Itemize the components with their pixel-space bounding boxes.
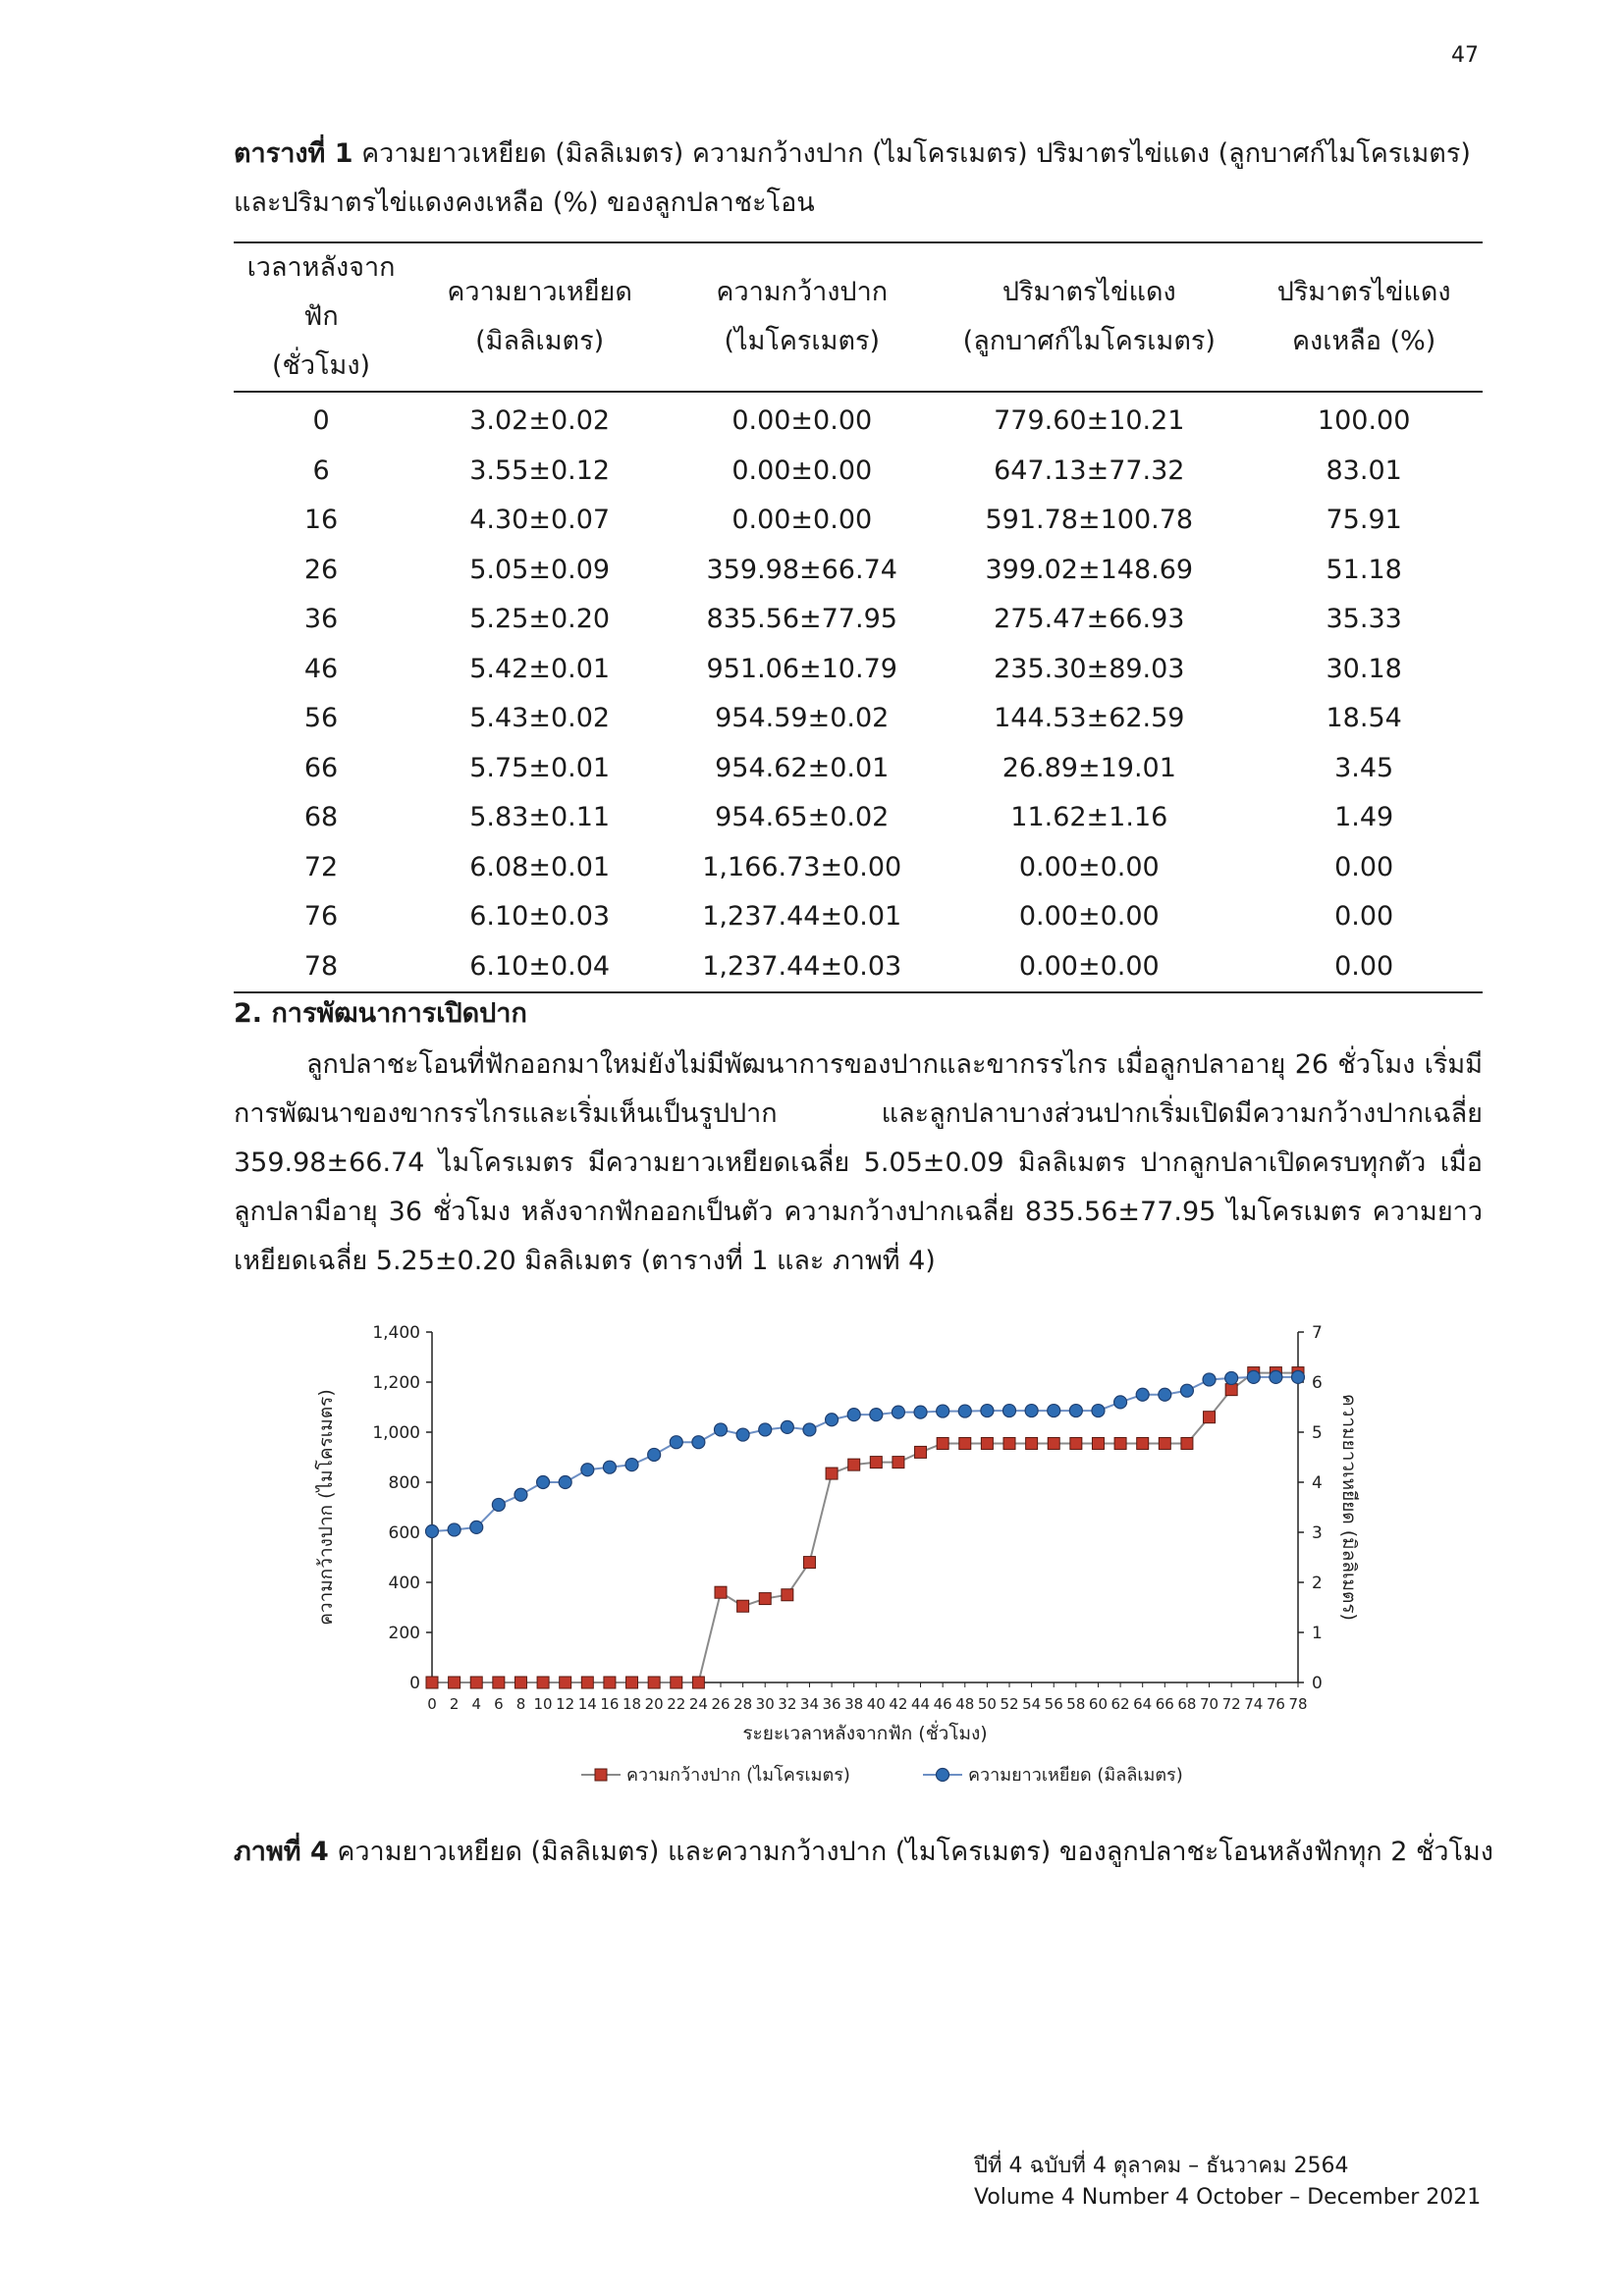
y-tick-label-left: 400 [388,1574,420,1593]
data-point-length [625,1459,638,1471]
table-row [234,843,1483,893]
data-point-mouth-width [782,1589,793,1601]
y-tick-label-right: 1 [1312,1624,1323,1643]
table-row [234,793,1483,843]
y-tick-label-right: 6 [1312,1373,1323,1393]
data-point-length [514,1488,527,1501]
footer-issue-thai: ปีที่ 4 ฉบับที่ 4 ตุลาคม – ธันวาคม 2564 [974,2154,1349,2178]
x-tick-label: 46 [933,1695,952,1713]
table-cell: 35.33 [1326,604,1402,634]
table-cell: 6.10±0.04 [469,950,611,982]
data-point-mouth-width [826,1468,838,1479]
data-point-mouth-width [915,1446,927,1458]
x-tick-label: 60 [1088,1695,1109,1713]
data-point-length [1270,1370,1282,1383]
y-tick-label-right: 7 [1312,1323,1323,1343]
table-cell: 951.06±10.79 [706,653,897,684]
table-cell: 5.05±0.09 [469,554,611,585]
x-tick-label: 44 [910,1695,931,1713]
table-header-cell: ความยาวเหยียด (มิลลิเมตร) [447,277,632,356]
x-tick-label: 30 [755,1695,775,1713]
table-cell: 0.00±0.00 [731,505,873,535]
figure-caption-label: ภาพที่ 4 [234,1837,329,1867]
table-caption-text: ความยาวเหยียด (มิลลิเมตร) ความกว้างปาก (ไมโครเมตร) ปริมาตรไข่แดง (ลูกบาศก์ไมโครเมตร) และปริมาตรไข่แดงคงเหลือ (%) ของลูกปลาชะโอน [234,138,1471,218]
table-cell: 6.10±0.03 [469,901,611,932]
x-tick-label: 74 [1244,1695,1264,1713]
x-tick-label: 34 [799,1695,820,1713]
figure-caption [234,1830,1510,1872]
legend-label: ความกว้างปาก (ไมโครเมตร) [626,1765,850,1786]
x-tick-label: 12 [556,1695,575,1713]
x-tick-label: 54 [1022,1695,1042,1713]
table-cell: 5.75±0.01 [469,752,611,783]
table-cell: 5.43±0.02 [469,703,611,733]
data-point-mouth-width [1026,1437,1038,1449]
data-point-length [559,1476,571,1489]
data-point-length [1069,1405,1082,1417]
data-point-mouth-width [537,1677,549,1688]
data-point-length [1247,1370,1260,1383]
x-tick-label: 38 [844,1695,864,1713]
data-point-length [981,1405,994,1417]
data-point-mouth-width [1003,1437,1015,1449]
x-tick-label: 68 [1177,1695,1197,1713]
data-point-mouth-width [1092,1437,1104,1449]
data-point-mouth-width [449,1677,460,1688]
data-point-length [847,1409,860,1421]
data-point-mouth-width [715,1586,727,1598]
x-tick-label: 70 [1199,1695,1219,1713]
table-cell: 100.00 [1317,405,1411,436]
section-heading: 2. การพัฒนาการเปิดปาก [234,998,527,1029]
table-cell: 66 [303,752,339,783]
table-cell: 835.56±77.95 [706,604,897,634]
table-header-cell: ปริมาตรไข่แดง คงเหลือ (%) [1276,277,1451,356]
table-cell: 1.49 [1334,802,1394,832]
data-point-mouth-width [671,1677,682,1688]
data-point-mouth-width [1114,1437,1126,1449]
table-cell: 18.54 [1326,703,1402,733]
series-line-1 [432,1373,1298,1682]
table-cell: 6 [312,454,330,486]
y-tick-label-left: 1,400 [372,1323,420,1343]
x-tick-label: 4 [471,1695,482,1713]
data-point-length [426,1524,439,1537]
x-tick-label: 26 [711,1695,731,1713]
data-point-mouth-width [626,1677,638,1688]
table-cell: 235.30±89.03 [994,653,1185,684]
table-row [234,392,1483,447]
table-cell: 954.59±0.02 [715,703,890,733]
y-axis-title-right: ความยาวเหยียด (มิลลิเมตร) [1338,1394,1360,1621]
x-tick-label: 22 [667,1695,686,1713]
table-cell: 76 [303,901,339,932]
table-cell: 75.91 [1326,505,1402,535]
data-point-length [1092,1405,1105,1417]
x-tick-label: 32 [778,1695,797,1713]
data-point-mouth-width [514,1677,526,1688]
x-tick-label: 14 [577,1695,597,1713]
table-cell: 83.01 [1326,454,1402,486]
y-tick-label-left: 1,200 [372,1373,420,1393]
body-paragraph: ลูกปลาชะโอนที่ฟักออกมาใหม่ยังไม่มีพัฒนาการของปากและขากรรไกร เมื่อลูกปลาอายุ 26 ชั่วโมง เริ่มมีการพัฒนาของขากรรไกรและเริ่มเห็นเป็นรูปปาก และลูกปลาบางส่วนปากเริ่มเปิดมีความกว้างปากเฉลี่ย 359.98±66.74 ไมโครเมตร มีความยาวเหยียดเฉลี่ย 5.05±0.09 มิลลิเมตร ปากลูกปลาเปิดครบทุกตัว เมื่อลูกปลามีอายุ 36 ชั่วโมง หลังจากฟักออกเป็นตัว ความกว้างปากเฉลี่ย 835.56±77.95 ไมโครเมตร ความยาวเหยียดเฉลี่ย 5.25±0.20 มิลลิเมตร (ตารางที่ 1 และ ภาพที่ 4) [234,1049,1483,1276]
data-point-mouth-width [1137,1437,1149,1449]
table-header-cell: ความกว้างปาก (ไมโครเมตร) [716,277,889,356]
x-tick-label: 16 [600,1695,620,1713]
table-body [234,392,1483,992]
x-tick-label: 66 [1155,1695,1174,1713]
table-row [234,595,1483,645]
table-header-row [234,242,1483,392]
table-cell: 275.47±66.93 [994,604,1185,634]
table-cell: 779.60±10.21 [994,405,1185,436]
data-point-mouth-width [604,1677,616,1688]
data-point-length [1203,1373,1216,1386]
table-cell: 68 [303,802,339,832]
x-tick-label: 18 [622,1695,642,1713]
table-cell: 56 [303,703,339,733]
x-tick-label: 62 [1110,1695,1130,1713]
table-cell: 954.65±0.02 [715,802,890,832]
data-point-length [736,1428,749,1441]
data-point-mouth-width [981,1437,993,1449]
table-cell: 399.02±148.69 [985,554,1194,585]
table-header-cell: เวลาหลังจากฟัก (ชั่วโมง) [246,252,396,381]
table-cell: 26 [303,554,339,585]
data-point-length [826,1414,839,1426]
table-cell: 359.98±66.74 [706,554,897,585]
x-tick-label: 40 [866,1695,886,1713]
data-point-mouth-width [426,1677,438,1688]
data-point-length [958,1405,971,1417]
data-point-mouth-width [1181,1437,1193,1449]
table-cell: 3.55±0.12 [469,454,611,486]
x-tick-label: 24 [688,1695,708,1713]
y-tick-label-right: 5 [1312,1423,1323,1443]
table-cell: 591.78±100.78 [985,505,1194,535]
data-point-length [1003,1405,1016,1417]
table-row [234,496,1483,546]
table-cell: 0.00 [1334,950,1394,982]
table-cell: 0.00±0.00 [1018,901,1160,932]
data-point-mouth-width [581,1677,593,1688]
data-point-mouth-width [648,1677,660,1688]
chart-svg [295,1306,1360,1816]
y-tick-label-left: 600 [388,1523,420,1543]
table-cell: 30.18 [1326,653,1402,684]
data-point-mouth-width [1070,1437,1082,1449]
table-cell: 36 [303,604,339,634]
table-cell: 0.00±0.00 [1018,950,1160,982]
table-cell: 0.00±0.00 [731,454,873,486]
x-axis-title: ระยะเวลาหลังจากฟัก (ชั่วโมง) [742,1723,988,1744]
data-point-length [1136,1388,1149,1401]
data-point-length [914,1406,927,1418]
table-cell: 144.53±62.59 [994,703,1185,733]
table-cell: 5.83±0.11 [469,802,611,832]
data-point-length [715,1423,728,1436]
table-cell: 46 [303,653,339,684]
y-tick-label-right: 3 [1312,1523,1323,1543]
data-point-mouth-width [1048,1437,1059,1449]
x-tick-label: 0 [427,1695,437,1713]
data-point-length [603,1461,616,1473]
data-point-length [1292,1370,1305,1383]
x-tick-label: 8 [515,1695,526,1713]
data-point-length [892,1406,904,1418]
table-cell: 954.62±0.01 [715,752,890,783]
table-cell: 78 [303,950,339,982]
x-tick-label: 52 [1000,1695,1019,1713]
x-tick-label: 36 [822,1695,841,1713]
data-point-mouth-width [560,1677,571,1688]
data-point-mouth-width [937,1437,948,1449]
legend-marker-square [595,1769,607,1781]
x-tick-label: 76 [1266,1695,1285,1713]
table-row [234,447,1483,497]
table-caption-label: ตารางที่ 1 [234,138,353,169]
data-point-length [781,1420,793,1433]
data-point-length [1225,1371,1238,1384]
x-tick-label: 48 [955,1695,975,1713]
data-point-length [648,1448,661,1461]
x-tick-label: 58 [1066,1695,1086,1713]
data-point-mouth-width [493,1677,505,1688]
data-table [234,241,1483,993]
data-point-mouth-width [692,1677,704,1688]
y-tick-label-right: 0 [1312,1674,1323,1693]
y-tick-label-left: 800 [388,1473,420,1493]
x-tick-label: 28 [733,1695,753,1713]
table-cell: 647.13±77.32 [994,454,1185,486]
data-point-mouth-width [870,1457,882,1468]
data-point-length [670,1436,682,1449]
y-tick-label-left: 0 [409,1674,420,1693]
table-row [234,942,1483,993]
y-axis-title-left: ความกว้างปาก (ไมโครเมตร) [315,1389,337,1626]
data-point-mouth-width [737,1600,749,1612]
x-tick-label: 42 [889,1695,908,1713]
data-point-length [803,1423,816,1436]
x-tick-label: 50 [977,1695,997,1713]
data-point-length [937,1405,949,1417]
table-cell: 51.18 [1326,554,1402,585]
y-tick-label-right: 4 [1312,1473,1323,1493]
x-tick-label: 10 [533,1695,553,1713]
x-tick-label: 6 [494,1695,504,1713]
table-row [234,744,1483,794]
table-cell: 0.00 [1334,901,1394,932]
data-point-length [1180,1384,1193,1397]
x-tick-label: 64 [1133,1695,1153,1713]
table-cell: 6.08±0.01 [469,851,611,882]
table-cell: 4.30±0.07 [469,505,611,535]
data-point-mouth-width [893,1457,904,1468]
x-tick-label: 78 [1288,1695,1308,1713]
data-point-length [870,1409,883,1421]
y-tick-label-left: 1,000 [372,1423,420,1443]
data-point-length [692,1436,705,1449]
x-tick-label: 2 [449,1695,460,1713]
table-cell: 5.25±0.20 [469,604,611,634]
x-tick-label: 20 [644,1695,664,1713]
data-point-length [492,1498,505,1511]
legend-marker-circle [937,1769,949,1782]
table-cell: 72 [303,851,339,882]
data-point-length [470,1521,483,1533]
data-point-length [1114,1396,1127,1409]
figure-chart [295,1306,1360,1816]
table-cell: 1,166.73±0.00 [702,851,902,882]
data-point-mouth-width [470,1677,482,1688]
footer-issue-english: Volume 4 Number 4 October – December 2021 [974,2185,1482,2210]
x-tick-label: 56 [1044,1695,1063,1713]
table-caption [234,130,1483,228]
table-cell: 16 [303,505,339,535]
table-cell: 5.42±0.01 [469,653,611,684]
table-cell: 1,237.44±0.01 [702,901,902,932]
data-point-length [537,1476,550,1489]
y-tick-label-right: 2 [1312,1574,1323,1593]
table-row [234,645,1483,695]
data-point-mouth-width [1204,1412,1216,1423]
table-cell: 11.62±1.16 [1010,802,1168,832]
data-point-mouth-width [759,1593,771,1605]
table-cell: 0 [312,405,330,436]
data-point-mouth-width [1225,1384,1237,1396]
data-point-length [448,1523,460,1536]
table-cell: 1,237.44±0.03 [702,950,902,982]
data-point-length [1025,1405,1038,1417]
table-row [234,694,1483,744]
data-point-mouth-width [803,1557,815,1569]
table-cell: 3.45 [1334,752,1394,783]
x-tick-label: 72 [1221,1695,1241,1713]
table-cell: 26.89±19.01 [1001,752,1176,783]
data-point-length [759,1423,772,1436]
table-cell: 0.00±0.00 [731,405,873,436]
table-header-cell: ปริมาตรไข่แดง (ลูกบาศก์ไมโครเมตร) [962,277,1216,356]
figure-caption-text: ความยาวเหยียด (มิลลิเมตร) และความกว้างปาก (ไมโครเมตร) ของลูกปลาชะโอนหลังฟักทุก 2 ชั่วโมง [328,1837,1493,1867]
data-point-length [581,1464,594,1476]
data-point-mouth-width [848,1459,860,1470]
data-point-length [1048,1405,1060,1417]
table-cell: 3.02±0.02 [469,405,611,436]
y-tick-label-left: 200 [388,1624,420,1643]
data-point-length [1159,1388,1171,1401]
table-row [234,546,1483,596]
legend-label: ความยาวเหยียด (มิลลิเมตร) [968,1765,1183,1786]
table-row [234,892,1483,942]
data-point-mouth-width [959,1437,971,1449]
data-point-mouth-width [1159,1437,1170,1449]
page-number: 47 [1451,43,1479,68]
table-cell: 0.00±0.00 [1018,851,1160,882]
table-cell: 0.00 [1334,851,1394,882]
